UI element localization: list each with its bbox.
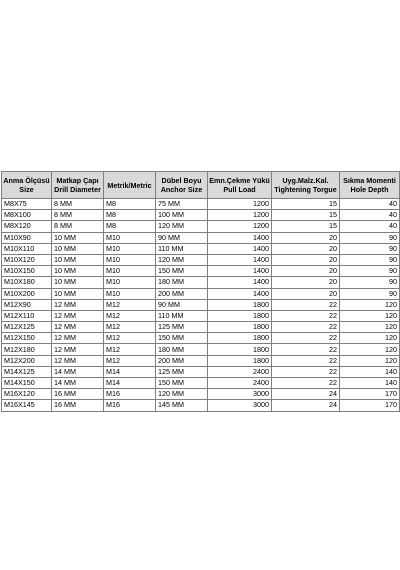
pull-load-cell: 1400 (208, 243, 272, 254)
table-row (2, 210, 400, 221)
metric-cell: M12 (104, 344, 156, 355)
metric-cell: M14 (104, 366, 156, 377)
hole-depth-cell: 120 (340, 333, 400, 344)
anchor-size-cell: 110 MM (156, 243, 208, 254)
header-hole-depth: Sıkma Momenti Hole Depth (340, 172, 400, 199)
table-row (2, 254, 400, 265)
drill-diameter-cell: 12 MM (52, 322, 104, 333)
tightening-torque-cell: 22 (272, 355, 340, 366)
hole-depth-cell: 90 (340, 254, 400, 265)
pull-load-cell: 1800 (208, 344, 272, 355)
tightening-torque-cell: 24 (272, 400, 340, 411)
pull-load-cell: 3000 (208, 389, 272, 400)
pull-load-cell: 1800 (208, 299, 272, 310)
anchor-size-cell: 120 MM (156, 389, 208, 400)
drill-diameter-cell: 12 MM (52, 310, 104, 321)
pull-load-cell: 1400 (208, 266, 272, 277)
metric-cell: M12 (104, 310, 156, 321)
drill-diameter-cell: 16 MM (52, 400, 104, 411)
metric-cell: M10 (104, 288, 156, 299)
table-row (2, 366, 400, 377)
tightening-torque-cell: 20 (272, 266, 340, 277)
metric-cell: M16 (104, 389, 156, 400)
drill-diameter-cell: 12 MM (52, 333, 104, 344)
size-cell: M8X100 (2, 210, 52, 221)
pull-load-cell: 1200 (208, 221, 272, 232)
metric-cell: M8 (104, 199, 156, 210)
tightening-torque-cell: 22 (272, 322, 340, 333)
anchor-size-cell: 110 MM (156, 310, 208, 321)
tightening-torque-cell: 22 (272, 366, 340, 377)
pull-load-cell: 1400 (208, 277, 272, 288)
tightening-torque-cell: 15 (272, 210, 340, 221)
metric-cell: M10 (104, 232, 156, 243)
drill-diameter-cell: 12 MM (52, 299, 104, 310)
header-anchor-size: Dübel Boyu Anchor Size (156, 172, 208, 199)
anchor-size-cell: 120 MM (156, 221, 208, 232)
metric-cell: M14 (104, 378, 156, 389)
table-row (2, 355, 400, 366)
drill-diameter-cell: 8 MM (52, 199, 104, 210)
table-header-row (2, 172, 400, 199)
tightening-torque-cell: 22 (272, 299, 340, 310)
pull-load-cell: 1400 (208, 288, 272, 299)
hole-depth-cell: 90 (340, 277, 400, 288)
tightening-torque-cell: 15 (272, 199, 340, 210)
pull-load-cell: 1200 (208, 210, 272, 221)
tightening-torque-cell: 20 (272, 254, 340, 265)
table-row (2, 333, 400, 344)
size-cell: M16X120 (2, 389, 52, 400)
size-cell: M10X180 (2, 277, 52, 288)
anchor-size-cell: 150 MM (156, 333, 208, 344)
table-row (2, 288, 400, 299)
header-drill-diameter: Matkap Çapı Drill Diameter (52, 172, 104, 199)
table-row (2, 232, 400, 243)
pull-load-cell: 1800 (208, 355, 272, 366)
metric-cell: M12 (104, 299, 156, 310)
size-cell: M10X110 (2, 243, 52, 254)
hole-depth-cell: 140 (340, 366, 400, 377)
table-row (2, 243, 400, 254)
anchor-size-cell: 180 MM (156, 344, 208, 355)
anchor-size-cell: 200 MM (156, 355, 208, 366)
table-row (2, 400, 400, 411)
anchor-size-cell: 150 MM (156, 378, 208, 389)
anchor-size-cell: 75 MM (156, 199, 208, 210)
hole-depth-cell: 90 (340, 243, 400, 254)
drill-diameter-cell: 10 MM (52, 243, 104, 254)
tightening-torque-cell: 24 (272, 389, 340, 400)
tightening-torque-cell: 20 (272, 243, 340, 254)
tightening-torque-cell: 22 (272, 378, 340, 389)
drill-diameter-cell: 10 MM (52, 277, 104, 288)
hole-depth-cell: 120 (340, 344, 400, 355)
pull-load-cell: 1400 (208, 254, 272, 265)
metric-cell: M10 (104, 243, 156, 254)
drill-diameter-cell: 8 MM (52, 210, 104, 221)
table-row (2, 299, 400, 310)
size-cell: M14X150 (2, 378, 52, 389)
pull-load-cell: 1400 (208, 232, 272, 243)
table-row (2, 266, 400, 277)
size-cell: M14X125 (2, 366, 52, 377)
size-cell: M10X150 (2, 266, 52, 277)
anchor-size-cell: 100 MM (156, 210, 208, 221)
metric-cell: M10 (104, 277, 156, 288)
size-cell: M10X120 (2, 254, 52, 265)
size-cell: M12X90 (2, 299, 52, 310)
drill-diameter-cell: 10 MM (52, 232, 104, 243)
anchor-size-cell: 145 MM (156, 400, 208, 411)
tightening-torque-cell: 22 (272, 344, 340, 355)
metric-cell: M8 (104, 210, 156, 221)
hole-depth-cell: 40 (340, 210, 400, 221)
header-tightening-torque: Uyg.Malz.Kal. Tightening Torgue (272, 172, 340, 199)
anchor-size-cell: 150 MM (156, 266, 208, 277)
metric-cell: M10 (104, 266, 156, 277)
tightening-torque-cell: 20 (272, 288, 340, 299)
header-metric: Metrik/Metric (104, 172, 156, 199)
drill-diameter-cell: 12 MM (52, 355, 104, 366)
size-cell: M16X145 (2, 400, 52, 411)
metric-cell: M12 (104, 322, 156, 333)
table-row (2, 277, 400, 288)
table-body (2, 199, 400, 412)
hole-depth-cell: 170 (340, 400, 400, 411)
table-row (2, 221, 400, 232)
pull-load-cell: 1800 (208, 310, 272, 321)
anchor-size-cell: 125 MM (156, 366, 208, 377)
table-row (2, 322, 400, 333)
metric-cell: M10 (104, 254, 156, 265)
pull-load-cell: 2400 (208, 378, 272, 389)
hole-depth-cell: 140 (340, 378, 400, 389)
size-cell: M12X125 (2, 322, 52, 333)
size-cell: M8X120 (2, 221, 52, 232)
drill-diameter-cell: 10 MM (52, 266, 104, 277)
drill-diameter-cell: 16 MM (52, 389, 104, 400)
tightening-torque-cell: 22 (272, 333, 340, 344)
drill-diameter-cell: 14 MM (52, 366, 104, 377)
hole-depth-cell: 120 (340, 310, 400, 321)
hole-depth-cell: 170 (340, 389, 400, 400)
anchor-size-cell: 125 MM (156, 322, 208, 333)
anchor-size-cell: 90 MM (156, 232, 208, 243)
size-cell: M10X90 (2, 232, 52, 243)
size-cell: M12X200 (2, 355, 52, 366)
hole-depth-cell: 90 (340, 232, 400, 243)
pull-load-cell: 1800 (208, 322, 272, 333)
table-row (2, 199, 400, 210)
size-cell: M10X200 (2, 288, 52, 299)
hole-depth-cell: 40 (340, 199, 400, 210)
header-pull-load: Emn.Çekme Yükü Pull Load (208, 172, 272, 199)
table-row (2, 378, 400, 389)
size-cell: M12X150 (2, 333, 52, 344)
metric-cell: M8 (104, 221, 156, 232)
pull-load-cell: 1200 (208, 199, 272, 210)
pull-load-cell: 2400 (208, 366, 272, 377)
hole-depth-cell: 40 (340, 221, 400, 232)
drill-diameter-cell: 10 MM (52, 288, 104, 299)
anchor-size-cell: 180 MM (156, 277, 208, 288)
pull-load-cell: 1800 (208, 333, 272, 344)
header-size: Anma Ölçüsü Size (2, 172, 52, 199)
anchor-size-cell: 90 MM (156, 299, 208, 310)
size-cell: M12X110 (2, 310, 52, 321)
hole-depth-cell: 120 (340, 322, 400, 333)
tightening-torque-cell: 22 (272, 310, 340, 321)
size-cell: M12X180 (2, 344, 52, 355)
tightening-torque-cell: 20 (272, 277, 340, 288)
hole-depth-cell: 90 (340, 266, 400, 277)
table-row (2, 344, 400, 355)
drill-diameter-cell: 14 MM (52, 378, 104, 389)
drill-diameter-cell: 8 MM (52, 221, 104, 232)
hole-depth-cell: 120 (340, 299, 400, 310)
tightening-torque-cell: 15 (272, 221, 340, 232)
size-cell: M8X75 (2, 199, 52, 210)
metric-cell: M12 (104, 355, 156, 366)
pull-load-cell: 3000 (208, 400, 272, 411)
tightening-torque-cell: 20 (272, 232, 340, 243)
drill-diameter-cell: 10 MM (52, 254, 104, 265)
metric-cell: M16 (104, 400, 156, 411)
anchor-size-cell: 200 MM (156, 288, 208, 299)
table-row (2, 310, 400, 321)
hole-depth-cell: 90 (340, 288, 400, 299)
hole-depth-cell: 120 (340, 355, 400, 366)
spec-table (1, 171, 400, 412)
table-row (2, 389, 400, 400)
drill-diameter-cell: 12 MM (52, 344, 104, 355)
metric-cell: M12 (104, 333, 156, 344)
anchor-size-cell: 120 MM (156, 254, 208, 265)
